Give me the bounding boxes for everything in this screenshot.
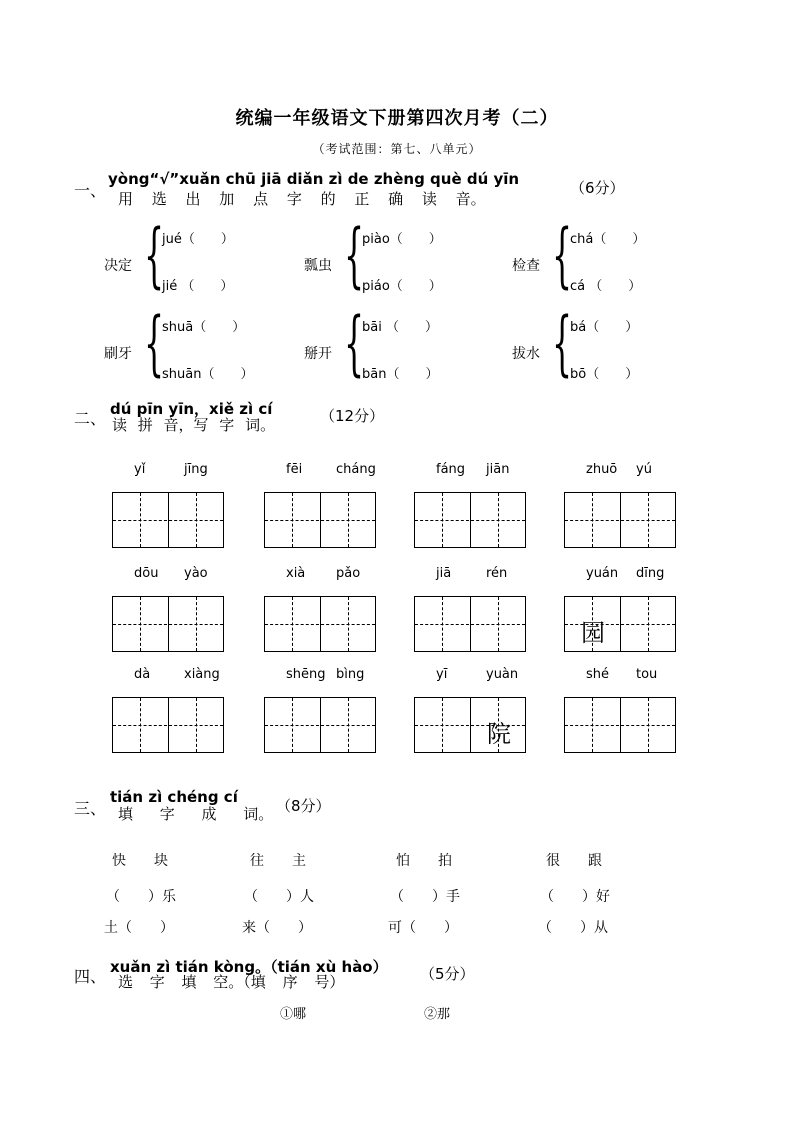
pinyin-label: shé bbox=[586, 667, 610, 682]
guide-line bbox=[442, 698, 443, 752]
guide-line bbox=[592, 493, 593, 547]
fill-blank[interactable]: （ ）从 bbox=[538, 920, 608, 936]
pinyin-label: fēi bbox=[286, 462, 303, 477]
guide-line bbox=[442, 597, 443, 651]
item-word: 决定 bbox=[104, 258, 132, 274]
guide-line bbox=[140, 493, 141, 547]
brace-icon: { bbox=[344, 302, 365, 384]
pinyin-option-a[interactable]: jué（ ） bbox=[162, 232, 234, 247]
pinyin-label: xiàng bbox=[184, 667, 220, 682]
fill-blank[interactable]: 土（ ） bbox=[104, 920, 174, 936]
pinyin-option-b[interactable]: shuān（ ） bbox=[162, 367, 254, 382]
writing-box[interactable] bbox=[564, 492, 676, 548]
pinyin-label: dà bbox=[134, 667, 151, 682]
pinyin-label: yǐ bbox=[134, 462, 146, 477]
pinyin-label: zhuō bbox=[586, 462, 618, 477]
section4-option-1: ①哪 bbox=[280, 1007, 307, 1022]
pinyin-option-b[interactable]: bō（ ） bbox=[570, 367, 639, 382]
section1-score: （6分） bbox=[570, 179, 625, 197]
char-pair: 很 跟 bbox=[546, 853, 602, 869]
guide-line bbox=[348, 698, 349, 752]
pinyin-label: yuán bbox=[586, 566, 619, 581]
section4-instruction: 选 字 填 空。（填 序 号） bbox=[118, 973, 345, 991]
writing-box[interactable] bbox=[112, 492, 224, 548]
guide-line bbox=[196, 493, 197, 547]
pinyin-label: jīng bbox=[184, 462, 208, 477]
item-word: 刷牙 bbox=[104, 346, 132, 362]
fill-blank[interactable]: （ ）好 bbox=[540, 889, 610, 905]
fill-blank[interactable]: （ ）手 bbox=[390, 889, 460, 905]
guide-line bbox=[648, 698, 649, 752]
guide-line bbox=[292, 493, 293, 547]
guide-line bbox=[113, 725, 223, 726]
item-word: 拔水 bbox=[512, 346, 540, 362]
section4-number: 四、 bbox=[74, 967, 107, 986]
char-pair: 怕 拍 bbox=[396, 853, 452, 869]
guide-line bbox=[415, 624, 525, 625]
brace-icon: { bbox=[344, 214, 365, 296]
guide-line bbox=[196, 698, 197, 752]
pinyin-label: dōu bbox=[134, 566, 159, 581]
writing-box[interactable] bbox=[564, 596, 676, 652]
pinyin-option-b[interactable]: cá （ ） bbox=[570, 279, 642, 294]
writing-box[interactable] bbox=[264, 492, 376, 548]
section1-instruction: 用 选 出 加 点 字 的 正 确 读 音。 bbox=[118, 190, 486, 208]
guide-line bbox=[348, 493, 349, 547]
fill-blank[interactable]: 来（ ） bbox=[242, 920, 312, 936]
section2-score: （12分） bbox=[320, 407, 385, 425]
guide-line bbox=[565, 725, 675, 726]
section3-pinyin: tián zì chéng cí bbox=[110, 788, 238, 806]
section3-number: 三、 bbox=[74, 799, 107, 818]
section2-pinyin: dú pīn yīn，xiě zì cí bbox=[110, 400, 273, 418]
pinyin-label: yī bbox=[436, 667, 448, 682]
section3-instruction: 填 字 成 词。 bbox=[118, 805, 274, 823]
guide-line bbox=[265, 725, 375, 726]
pinyin-label: yào bbox=[184, 566, 208, 581]
guide-line bbox=[648, 493, 649, 547]
writing-box[interactable] bbox=[414, 697, 526, 753]
pinyin-option-b[interactable]: jié （ ） bbox=[162, 279, 234, 294]
item-word: 检查 bbox=[512, 258, 540, 274]
brace-icon: { bbox=[144, 302, 165, 384]
section4-score: （5分） bbox=[420, 965, 475, 983]
pinyin-option-a[interactable]: chá（ ） bbox=[570, 232, 646, 247]
page-title: 统编一年级语文下册第四次月考（二） bbox=[235, 108, 559, 129]
guide-line bbox=[140, 698, 141, 752]
brace-icon: { bbox=[144, 214, 165, 296]
item-word: 瓢虫 bbox=[304, 258, 332, 274]
guide-line bbox=[292, 698, 293, 752]
pinyin-label: pǎo bbox=[336, 566, 361, 581]
guide-line bbox=[592, 698, 593, 752]
written-char: 院 bbox=[487, 720, 511, 748]
char-pair: 往 主 bbox=[250, 853, 306, 869]
guide-line bbox=[348, 597, 349, 651]
pinyin-label: tou bbox=[636, 667, 658, 682]
writing-box[interactable] bbox=[112, 596, 224, 652]
section3-score: （8分） bbox=[276, 797, 331, 815]
guide-line bbox=[565, 520, 675, 521]
pinyin-label: fáng bbox=[436, 462, 466, 477]
guide-line bbox=[113, 520, 223, 521]
pinyin-label: dīng bbox=[636, 566, 665, 581]
pinyin-option-a[interactable]: shuā（ ） bbox=[162, 320, 246, 335]
fill-blank[interactable]: 可（ ） bbox=[388, 920, 458, 936]
fill-blank[interactable]: （ ）乐 bbox=[106, 889, 176, 905]
pinyin-label: xià bbox=[286, 566, 306, 581]
writing-box[interactable] bbox=[414, 492, 526, 548]
brace-icon: { bbox=[552, 302, 573, 384]
writing-box[interactable] bbox=[564, 697, 676, 753]
writing-box[interactable] bbox=[264, 697, 376, 753]
guide-line bbox=[292, 597, 293, 651]
section4-option-2: ②那 bbox=[424, 1007, 451, 1022]
pinyin-label: rén bbox=[486, 566, 508, 581]
item-word: 掰开 bbox=[304, 346, 332, 362]
guide-line bbox=[265, 520, 375, 521]
fill-blank[interactable]: （ ）人 bbox=[244, 889, 314, 905]
pinyin-option-a[interactable]: bāi （ ） bbox=[362, 320, 438, 335]
guide-line bbox=[196, 597, 197, 651]
section1-pinyin: yòng“√”xuǎn chū jiā diǎn zì de zhèng què dú yīn bbox=[108, 170, 520, 188]
guide-line bbox=[113, 624, 223, 625]
guide-line bbox=[442, 493, 443, 547]
guide-line bbox=[265, 624, 375, 625]
guide-line bbox=[415, 520, 525, 521]
pinyin-label: cháng bbox=[336, 462, 376, 477]
guide-line bbox=[140, 597, 141, 651]
guide-line bbox=[648, 597, 649, 651]
section1-number: 一、 bbox=[74, 181, 107, 200]
writing-box[interactable] bbox=[414, 596, 526, 652]
pinyin-label: bìng bbox=[336, 667, 365, 682]
section4-pinyin: xuǎn zì tián kòng。（tián xù hào） bbox=[110, 958, 388, 976]
brace-icon: { bbox=[552, 214, 573, 296]
section2-instruction: 读 拼 音，写 字 词。 bbox=[112, 416, 276, 434]
guide-line bbox=[498, 493, 499, 547]
pinyin-option-b[interactable]: piáo（ ） bbox=[362, 279, 442, 294]
pinyin-option-b[interactable]: bān（ ） bbox=[362, 367, 439, 382]
pinyin-label: yuàn bbox=[486, 667, 519, 682]
pinyin-option-a[interactable]: piào（ ） bbox=[362, 232, 442, 247]
writing-box[interactable] bbox=[264, 596, 376, 652]
pinyin-option-a[interactable]: bá（ ） bbox=[570, 320, 639, 335]
pinyin-label: jiān bbox=[486, 462, 510, 477]
page-subtitle: （考试范围：第七、八单元） bbox=[312, 142, 482, 156]
pinyin-label: shēng bbox=[286, 667, 326, 682]
written-char: 园 bbox=[581, 619, 605, 647]
pinyin-label: jiā bbox=[436, 566, 452, 581]
section2-number: 二、 bbox=[74, 409, 107, 428]
char-pair: 快 块 bbox=[112, 853, 168, 869]
writing-box[interactable] bbox=[112, 697, 224, 753]
guide-line bbox=[498, 597, 499, 651]
pinyin-label: yú bbox=[636, 462, 652, 477]
